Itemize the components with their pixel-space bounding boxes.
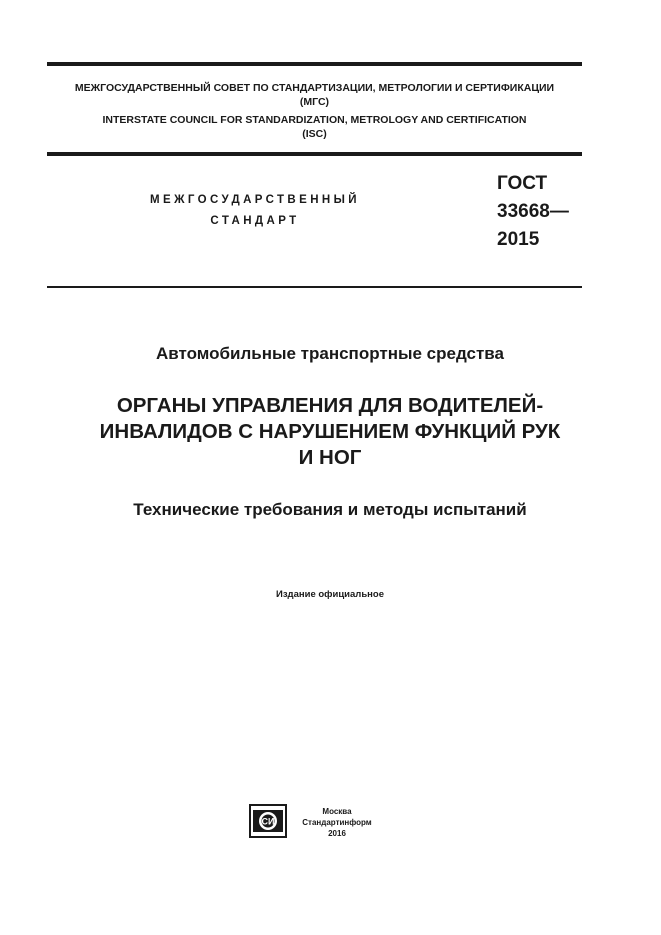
document-title-line1: ОРГАНЫ УПРАВЛЕНИЯ ДЛЯ ВОДИТЕЛЕЙ- — [116, 394, 544, 417]
council-name-en-line1: INTERSTATE COUNCIL FOR STANDARDIZATION, METROLOGY AND CERTIFICATION — [102, 114, 527, 126]
standard-type-line1: МЕЖГОСУДАРСТВЕННЫЙ — [150, 194, 360, 206]
publisher-city: Москва — [322, 807, 352, 816]
logo-letters: СИ — [261, 816, 275, 827]
document-title-line2: ИНВАЛИДОВ С НАРУШЕНИЕМ ФУНКЦИЙ РУК — [99, 420, 561, 443]
document-title — [40, 393, 620, 471]
council-abbr-en: (ISC) — [302, 128, 327, 140]
designation-prefix: ГОСТ — [497, 173, 548, 194]
publisher-name: Стандартинформ — [302, 818, 372, 827]
top-divider — [47, 62, 582, 66]
council-name-en — [47, 113, 582, 141]
standard-type-line2: СТАНДАРТ — [210, 215, 300, 227]
standard-designation — [497, 170, 569, 254]
document-subject: Автомобильные транспортные средства — [156, 344, 504, 363]
publisher-block — [292, 806, 382, 839]
bottom-divider — [47, 286, 582, 288]
designation-number: 33668— — [497, 201, 569, 222]
middle-divider — [47, 152, 582, 156]
council-name-ru-line1: МЕЖГОСУДАРСТВЕННЫЙ СОВЕТ ПО СТАНДАРТИЗАЦИИ, МЕТРОЛОГИИ И СЕРТИФИКАЦИИ — [74, 82, 555, 94]
document-title-line3: И НОГ — [298, 446, 362, 469]
standard-type — [105, 190, 405, 232]
edition-note: Издание официальное — [276, 589, 384, 600]
designation-year: 2015 — [497, 229, 540, 250]
standartinform-logo-icon — [249, 804, 287, 838]
council-name-ru — [47, 81, 582, 109]
document-subtitle: Технические требования и методы испытаний — [133, 500, 527, 519]
council-abbr-ru: (МГС) — [299, 96, 330, 108]
logo-graphic — [249, 804, 287, 838]
publisher-year: 2016 — [328, 829, 346, 838]
